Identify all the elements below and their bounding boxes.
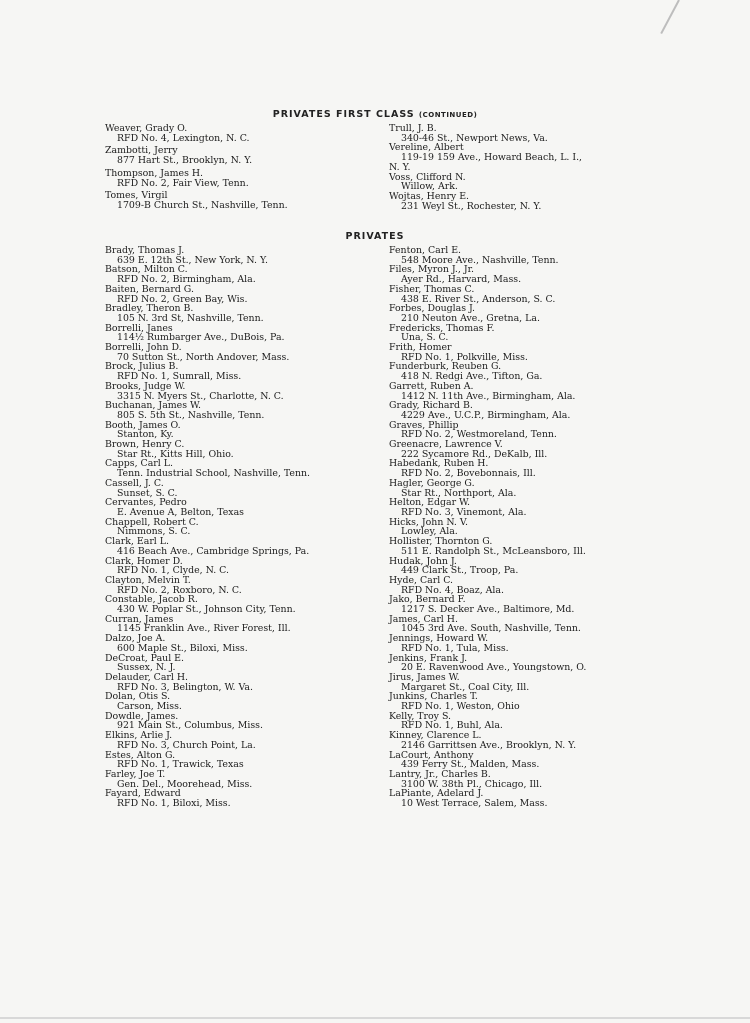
entry-name: Forbes, Douglas J. [389,303,476,315]
entry-address: Ayer Rd., Harvard, Mass. [401,274,522,286]
roster-entry [389,615,679,634]
roster-entry [389,731,679,750]
entry-name: Greenacre, Lawrence V. [389,439,503,451]
entry-address: RFD No. 1, Sumrall, Miss. [117,371,242,383]
entry-address: 114½ Rumbarger Ave., DuBois, Pa. [117,332,285,344]
entry-address: RFD No. 3, Belington, W. Va. [117,681,253,693]
entry-name: Helton, Edgar W. [389,497,471,509]
entry-address: 340-46 St., Newport News, Va. [401,132,548,144]
roster-entry [389,673,679,692]
scan-mark [660,0,680,34]
roster-entry [105,751,395,770]
entry-name: Clark, Earl L. [105,536,169,548]
entry-name: Files, Myron J., Jr. [389,264,475,276]
entry-name: Hollister, Thornton G. [389,536,493,548]
entry-address: Una, S. C. [401,332,449,344]
entry-name: Brooks, Judge W. [105,380,186,392]
page-edge [0,1017,750,1019]
entry-address: 548 Moore Ave., Nashville, Tenn. [401,254,559,266]
entry-name: Fisher, Thomas C. [389,283,475,295]
entry-name: Funderburk, Reuben G. [389,361,502,373]
entry-name: Fayard, Edward [105,788,181,800]
roster-entry [105,362,395,381]
entry-address: Tenn. Industrial School, Nashville, Tenn. [117,468,311,480]
entry-name: LaPiante, Adelard J. [389,788,484,800]
entry-address: 805 S. 5th St., Nashville, Tenn. [117,409,265,421]
roster-entry [105,285,395,304]
entry-name: Jennings, Howard W. [389,633,489,645]
entry-address: RFD No. 2, Green Bay, Wis. [117,293,248,305]
entry-address: Stanton, Ky. [117,429,174,441]
entry-name: Trull, J. B. [389,123,437,134]
entry-address: Nimmons, S. C. [117,526,191,538]
roster-entry [105,146,395,165]
roster-entry [105,440,395,459]
entry-name: Hicks, John N. V. [389,516,469,528]
entry-address: 70 Sutton St., North Andover, Mass. [117,351,290,363]
roster-entry [105,304,395,323]
entry-address: 210 Neuton Ave., Gretna, La. [401,312,540,324]
roster-entry [389,557,679,576]
entry-name: Delauder, Carl H. [105,671,189,683]
entry-name: Brown, Henry C. [105,439,185,451]
roster-entry [105,731,395,750]
entry-name: Curran, James [105,613,174,625]
entry-address: Carson, Miss. [117,701,182,713]
roster-entry [105,498,395,517]
entry-name: Dowdle, James. [105,710,179,722]
entry-address: 20 E. Ravenwood Ave., Youngstown, O. [401,662,587,674]
roster-entry [389,712,679,731]
roster-entry [105,401,395,420]
entry-address: E. Avenue A, Belton, Texas [117,506,244,518]
entry-address: 231 Weyl St., Rochester, N. Y. [401,200,542,212]
entry-name: Cervantes, Pedro [105,497,187,509]
entry-name: Frith, Homer [389,342,452,354]
roster-entry [389,246,679,265]
entry-name: Zambotti, Jerry [105,145,178,157]
entry-address: 1709-B Church St., Nashville, Tenn. [117,199,288,211]
entry-address: Star Rt., Kitts Hill, Ohio. [117,448,234,460]
roster-entry [105,191,395,210]
roster-entry [105,343,395,362]
entry-address: RFD No. 2, Roxboro, N. C. [117,584,242,596]
entry-address: 222 Sycamore Rd., DeKalb, Ill. [401,448,548,460]
entry-name: Thompson, James H. [105,167,204,179]
entry-name: Jenkins, Frank J. [389,652,468,664]
entry-address: RFD No. 1, Polkville, Miss. [401,351,528,363]
roster-entry [105,518,395,537]
entry-address: 119-19 159 Ave., Howard Beach, L. I., [401,152,583,164]
entry-address: RFD No. 1, Weston, Ohio [401,701,520,713]
roster-entry [389,124,679,143]
roster-entry [105,789,395,808]
entry-address: 921 Main St., Columbus, Miss. [117,720,263,732]
roster-entry [389,173,679,192]
entry-address: Margaret St., Coal City, Ill. [401,681,530,693]
roster-entry [105,169,395,188]
entry-address: 1045 3rd Ave. South, Nashville, Tenn. [401,623,581,635]
roster-entry [389,192,679,211]
entry-name: Junkins, Charles T. [389,691,478,703]
entry-address-continued: N. Y. [389,161,411,173]
entry-name: Brock, Julius B. [105,361,179,373]
entry-address: Sussex, N. J. [117,662,176,674]
pfc-left-column [105,124,395,214]
roster-entry [389,789,679,808]
roster-entry [389,537,679,556]
entry-address: 438 E. River St., Anderson, S. C. [401,293,556,305]
entry-address: 3315 N. Myers St., Charlotte, N. C. [117,390,284,402]
entry-name: Elkins, Arlie J. [105,730,173,742]
entry-address: RFD No. 4, Lexington, N. C. [117,132,250,144]
entry-address: RFD No. 2, Fair View, Tenn. [117,177,249,189]
entry-address: Lowley, Ala. [401,526,458,538]
entry-address: 439 Ferry St., Malden, Mass. [401,759,540,771]
entry-name: Batson, Milton C. [105,264,188,276]
privates-heading-text: PRIVATES [345,231,405,242]
entry-address: RFD No. 2, Westmoreland, Tenn. [401,429,557,441]
roster-entry [105,382,395,401]
entry-name: Bradley, Theron B. [105,303,194,315]
roster-entry [105,595,395,614]
entry-address: 4229 Ave., U.C.P., Birmingham, Ala. [401,409,571,421]
entry-address: RFD No. 1, Buhl, Ala. [401,720,503,732]
section-heading-privates [0,231,750,242]
roster-entry [389,421,679,440]
entry-name: Kelly, Troy S. [389,710,452,722]
entry-name: DeCroat, Paul E. [105,652,184,664]
roster-entry [105,421,395,440]
entry-address: 430 W. Poplar St., Johnson City, Tenn. [117,604,296,616]
roster-entry [105,615,395,634]
roster-entry [105,324,395,343]
entry-address: RFD No. 1, Biloxi, Miss. [117,798,231,810]
entry-name: Capps, Carl L. [105,458,173,470]
entry-address: 3100 W. 38th Pl., Chicago, Ill. [401,778,543,790]
privates-left-column [105,246,395,809]
roster-entry [105,537,395,556]
pfc-continued-text: (CONTINUED) [418,111,478,119]
roster-entry [389,518,679,537]
entry-address: RFD No. 1, Trawick, Texas [117,759,244,771]
entry-name: Chappell, Robert C. [105,516,199,528]
entry-name: Brady, Thomas J. [105,245,185,256]
entry-name: Lantry, Jr., Charles B. [389,768,491,780]
roster-entry [389,576,679,595]
entry-address: Gen. Del., Moorehead, Miss. [117,778,253,790]
entry-address: 105 N. 3rd St, Nashville, Tenn. [117,312,264,324]
entry-name: Tomes, Virgil [105,190,168,202]
entry-address: 418 N. Redgi Ave., Tifton, Ga. [401,371,543,383]
roster-entry [389,343,679,362]
roster-entry [389,595,679,614]
entry-address: 10 West Terrace, Salem, Mass. [401,798,548,810]
entry-address: 1217 S. Decker Ave., Baltimore, Md. [401,604,575,616]
entry-name: Fenton, Carl E. [389,245,462,256]
entry-name: Hyde, Carl C. [389,574,454,586]
roster-entry [389,401,679,420]
roster-entry [389,498,679,517]
entry-address: 449 Clark St., Troop, Pa. [401,565,519,577]
entry-name: Habedank, Ruben H. [389,458,489,470]
roster-entry [389,324,679,343]
entry-name: James, Carl H. [389,613,458,625]
roster-entry [389,143,679,172]
roster-entry [389,692,679,711]
roster-entry [389,382,679,401]
pfc-right-column [389,124,679,211]
entry-address: 877 Hart St., Brooklyn, N. Y. [117,155,253,167]
entry-address: RFD No. 3, Church Point, La. [117,739,256,751]
entry-name: Graves, Phillip [389,419,459,431]
roster-entry [105,654,395,673]
entry-name: Clark, Homer D. [105,555,183,567]
entry-name: Wojtas, Henry E. [389,190,470,202]
entry-name: Estes, Alton G. [105,749,176,761]
entry-name: Cassell, J. C. [105,477,164,489]
roster-entry [105,673,395,692]
entry-name: Fredericks, Thomas F. [389,322,495,334]
entry-name: Booth, James O. [105,419,181,431]
entry-address: RFD No. 3, Vinemont, Ala. [401,506,527,518]
entry-address: 416 Beach Ave., Cambridge Springs, Pa. [117,545,310,557]
entry-address: RFD No. 2, Bovebonnais, Ill. [401,468,536,480]
roster-entry [105,124,395,143]
entry-address: Sunset, S. C. [117,487,178,499]
entry-address: RFD No. 4, Boaz, Ala. [401,584,504,596]
entry-name: Dolan, Otis S. [105,691,171,703]
entry-address: RFD No. 2, Birmingham, Ala. [117,274,256,286]
entry-name: Weaver, Grady O. [105,123,188,134]
entry-address: RFD No. 1, Clyde, N. C. [117,565,229,577]
roster-entry [105,692,395,711]
roster-entry [389,751,679,770]
roster-entry [105,557,395,576]
roster-entry [389,770,679,789]
entry-address: Willow, Ark. [401,181,458,193]
entry-name: Hudak, John J. [389,555,457,567]
entry-address: 600 Maple St., Biloxi, Miss. [117,642,248,654]
entry-address: 511 E. Randolph St., McLeansboro, Ill. [401,545,586,557]
entry-name: Constable, Jacob R. [105,594,198,606]
roster-entry [389,459,679,478]
entry-name: Buchanan, James W. [105,400,201,412]
entry-address: Star Rt., Northport, Ala. [401,487,517,499]
roster-entry [389,265,679,284]
entry-name: Farley, Joe T. [105,768,166,780]
entry-name: Dalzo, Joe A. [105,633,166,645]
roster-entry [389,634,679,653]
entry-name: Borrelli, John D. [105,342,182,354]
entry-address: 2146 Garrittsen Ave., Brooklyn, N. Y. [401,739,577,751]
entry-name: Borrelli, Janes [105,322,173,334]
entry-name: Hagler, George G. [389,477,475,489]
entry-address: 1412 N. 11th Ave., Birmingham, Ala. [401,390,576,402]
roster-entry [389,362,679,381]
entry-name: Clayton, Melvin T. [105,574,191,586]
entry-name: Kinney, Clarence L. [389,730,482,742]
roster-entry [389,285,679,304]
roster-entry [105,479,395,498]
entry-name: Garrett, Ruben A. [389,380,474,392]
roster-entry [105,265,395,284]
entry-address: RFD No. 1, Tula, Miss. [401,642,509,654]
entry-name: Jako, Bernard F. [389,594,466,606]
roster-entry [105,712,395,731]
entry-name: LaCourt, Anthony [389,749,474,761]
entry-name: Jirus, James W. [389,671,460,683]
roster-entry [389,479,679,498]
entry-name: Voss, Clifford N. [389,171,466,183]
roster-entry [105,634,395,653]
roster-entry [105,246,395,265]
section-heading-pfc [0,109,750,120]
roster-entry [389,304,679,323]
roster-entry [389,440,679,459]
pfc-heading-text: PRIVATES FIRST CLASS [272,109,415,120]
roster-entry [389,654,679,673]
entry-name: Grady, Richard B. [389,400,473,412]
roster-entry [105,770,395,789]
entry-address: 639 E. 12th St., New York, N. Y. [117,254,268,266]
entry-name: Vereline, Albert [389,142,464,154]
entry-name: Baiten, Bernard G. [105,283,194,295]
privates-right-column [389,246,679,809]
roster-entry [105,576,395,595]
entry-address: 1145 Franklin Ave., River Forest, Ill. [117,623,291,635]
roster-entry [105,459,395,478]
